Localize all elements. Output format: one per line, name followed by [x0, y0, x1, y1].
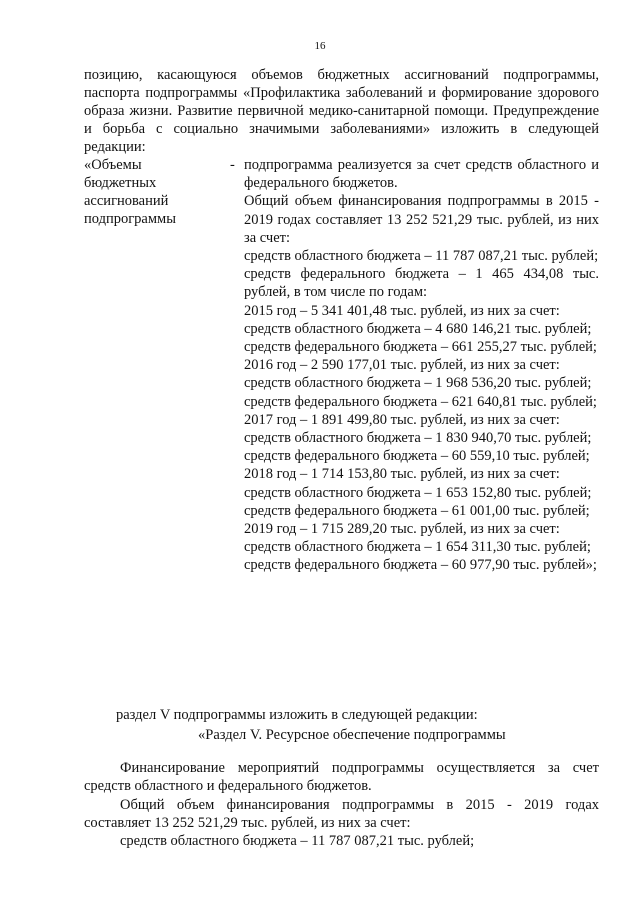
passport-paragraph: Общий объем финансирования подпрограммы в 2015 - 2019 годах составляет 13 252 521,29 тыс. рублей, из них за счет: — [244, 193, 599, 246]
body-paragraph: Общий объем финансирования подпрограммы в 2015 - 2019 годах составляет 13 252 521,29 тыс. рублей, из них за счет: — [84, 797, 599, 831]
body-paragraph: средств областного бюджета – 11 787 087,21 тыс. рублей; — [120, 833, 475, 849]
passport-paragraph: средств федерального бюджета – 60 977,90 тыс. рублей»; — [244, 557, 597, 574]
passport-dash: - — [230, 157, 235, 173]
page-number: 16 — [314, 40, 326, 52]
passport-paragraph: 2015 год – 5 341 401,48 тыс. рублей, из них за счет: — [244, 302, 560, 319]
passport-paragraph: средств областного бюджета – 1 968 536,20 тыс. рублей; — [244, 375, 592, 392]
passport-paragraph: средств федерального бюджета – 661 255,27 тыс. рублей; — [244, 339, 597, 356]
intro-paragraph: позицию, касающуюся объемов бюджетных ассигнований подпрограммы, паспорта подпрограммы «Профилактика заболеваний и формирование здорового образа жизни. Развитие первичной медико-санитарной помощи. Предупреждение и борьба с социально значимыми заболеваниями» изложить в следующей редакции: — [84, 67, 599, 155]
passport-paragraph: средств областного бюджета – 1 830 940,70 тыс. рублей; — [244, 430, 592, 447]
passport-paragraph: средств федерального бюджета – 61 001,00 тыс. рублей; — [244, 502, 590, 519]
passport-paragraph: средств областного бюджета – 1 653 152,80 тыс. рублей; — [244, 484, 592, 501]
passport-paragraph: средств федерального бюджета – 60 559,10 тыс. рублей; — [244, 448, 590, 465]
passport-paragraph: 2019 год – 1 715 289,20 тыс. рублей, из них за счет: — [244, 521, 560, 538]
passport-paragraph: средств федерального бюджета – 1 465 434,08 тыс. рублей, в том числе по годам: — [244, 266, 599, 301]
body-paragraph: Финансирование мероприятий подпрограммы осуществляется за счет средств областного и федерального бюджетов. — [84, 760, 599, 794]
passport-paragraph: 2016 год – 2 590 177,01 тыс. рублей, из них за счет: — [244, 357, 560, 374]
passport-paragraph: средств федерального бюджета – 621 640,81 тыс. рублей; — [244, 393, 597, 410]
passport-value — [244, 156, 599, 575]
passport-paragraph: средств областного бюджета – 1 654 311,30 тыс. рублей; — [244, 539, 591, 556]
section-line: раздел V подпрограммы изложить в следующей редакции: — [116, 707, 478, 723]
passport-paragraph: подпрограмма реализуется за счет средств областного и федерального бюджетов. — [244, 157, 599, 192]
passport-paragraph: 2018 год – 1 714 153,80 тыс. рублей, из них за счет: — [244, 466, 560, 483]
passport-label — [84, 156, 224, 228]
passport-label-line: «Объемы — [84, 157, 142, 173]
passport-paragraph: 2017 год – 1 891 499,80 тыс. рублей, из них за счет: — [244, 411, 560, 428]
passport-paragraph: средств областного бюджета – 4 680 146,21 тыс. рублей; — [244, 320, 592, 337]
passport-label-line: подпрограммы — [84, 211, 176, 227]
section-title: «Раздел V. Ресурсное обеспечение подпрограммы — [198, 727, 506, 743]
passport-label-line: бюджетных — [84, 175, 157, 191]
passport-label-line: ассигнований — [84, 193, 169, 209]
passport-paragraph: средств областного бюджета – 11 787 087,21 тыс. рублей; — [244, 248, 599, 265]
passport-block — [84, 156, 599, 701]
